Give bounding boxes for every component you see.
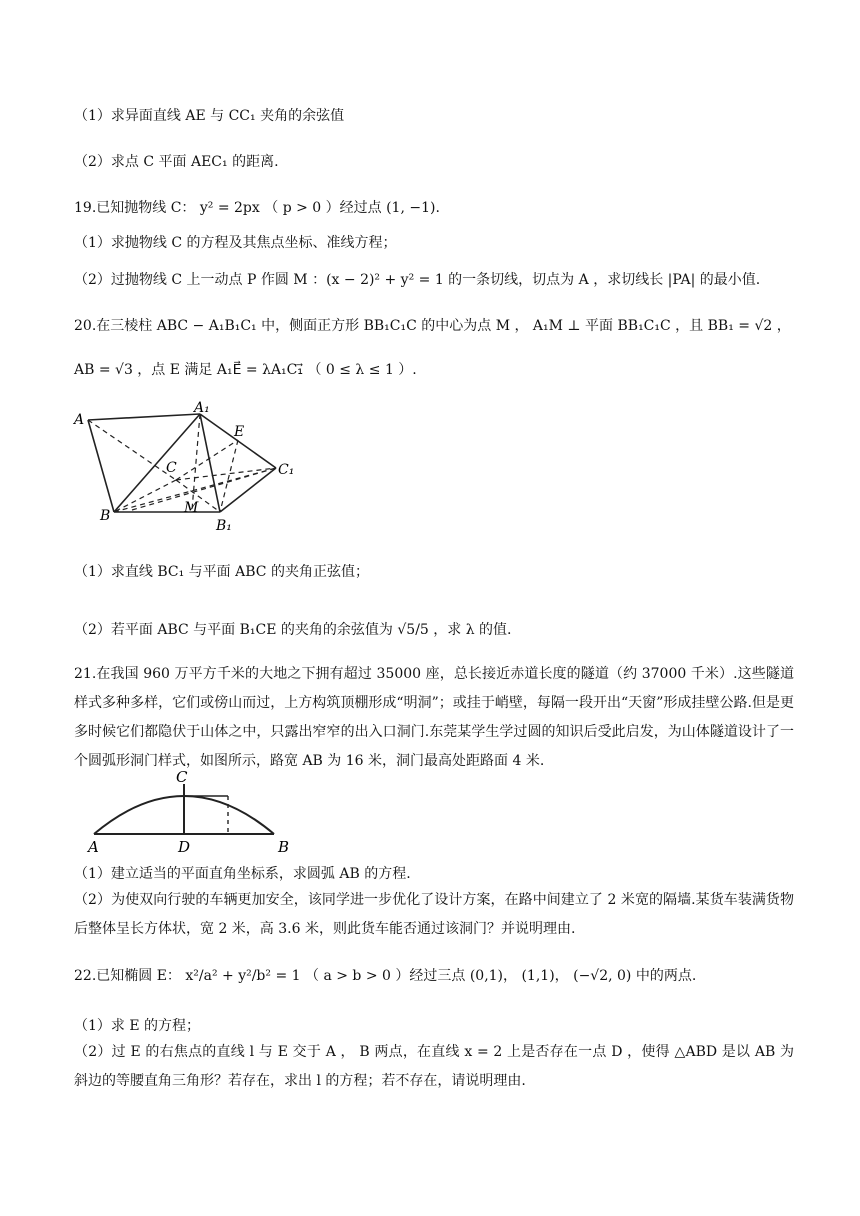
q22-part2: （2）过 E 的右焦点的直线 l 与 E 交于 A ， B 两点，在直线 x = 2 上是否存在一点 D ，使得 △ABD 是以 AB 为斜边的等腰直角三角形？若存在，求出 l 的方程；若不存在，请说明理由.: [74, 1044, 794, 1089]
q22-part1: （1）求 E 的方程；: [74, 1018, 201, 1034]
q20-stem-line1: 20.在三棱柱 ABC − A₁B₁C₁ 中，侧面正方形 BB₁C₁C 的中心为点 M ， A₁M ⊥ 平面 BB₁C₁C ，且 BB₁ = √2 ，: [74, 318, 791, 334]
q19-part2: （2）过抛物线 C 上一动点 P 作圆 M ：(x − 2)² + y² = 1 的一条切线，切点为 A ，求切线长 |PA| 的最小值.: [74, 272, 761, 288]
prism-figure: [72, 400, 312, 536]
label-C: C: [176, 770, 188, 786]
label-B: B: [278, 838, 290, 856]
label-B: B: [100, 508, 111, 524]
q18-part1: （1）求异面直线 AE 与 CC₁ 夹角的余弦值: [74, 108, 345, 124]
label-A: A: [88, 838, 99, 856]
q18-part2: （2）求点 C 平面 AEC₁ 的距离.: [74, 154, 279, 170]
label-A: A: [74, 412, 85, 428]
label-C: C: [166, 460, 177, 476]
q21-part2: （2）为使双向行驶的车辆更加安全，该同学进一步优化了设计方案，在路中间建立了 2 米宽的隔墙.某货车装满货物后整体呈长方体状，宽 2 米，高 3.6 米，则此货车能否通过该洞门？并说明理由.: [74, 892, 794, 937]
q22-stem: 22.已知椭圆 E： x²/a² + y²/b² = 1 （ a > b > 0 ）经过三点 (0,1)， (1,1)， (−√2, 0) 中的两点.: [74, 968, 697, 984]
q21-stem: 21.在我国 960 万平方千米的大地之下拥有超过 35000 座，总长接近赤道长度的隧道（约 37000 千米）.这些隧道样式多种多样，它们或傍山而过，上方构筑顶棚形成“明洞”；或挂于峭壁，每隔一段开出“天窗”形成挂壁公路.但是更多时候它们都隐伏于山体之中，只露出窄窄的出入口洞门.东莞某学生学过圆的知识后受此启发，为山体隧道设计了一个圆弧形洞门样式，如图所示，路宽 AB 为 16 米，洞门最高处距路面 4 米.: [74, 666, 794, 769]
q19-stem: 19.已知抛物线 C： y² = 2px （ p > 0 ）经过点 (1, −1).: [74, 200, 440, 216]
label-C1: C₁: [278, 462, 295, 478]
label-D: D: [178, 838, 191, 856]
q21-part1: （1）建立适当的平面直角坐标系，求圆弧 AB 的方程.: [74, 866, 411, 882]
q20-stem-line2: AB = √3 ，点 E 满足 A₁E⃗ = λA₁C₁⃗ （ 0 ≤ λ ≤ 1 ）.: [74, 362, 417, 378]
q19-part1: （1）求抛物线 C 的方程及其焦点坐标、准线方程；: [74, 235, 397, 251]
label-E: E: [234, 424, 245, 440]
tunnel-arc-figure: [80, 770, 300, 858]
q20-part2: （2）若平面 ABC 与平面 B₁CE 的夹角的余弦值为 √5/5 ，求 λ 的值.: [74, 622, 512, 638]
label-A1: A₁: [194, 400, 210, 416]
q20-part1: （1）求直线 BC₁ 与平面 ABC 的夹角正弦值；: [74, 564, 369, 580]
label-M: M: [184, 500, 199, 516]
label-B1: B₁: [216, 518, 232, 534]
